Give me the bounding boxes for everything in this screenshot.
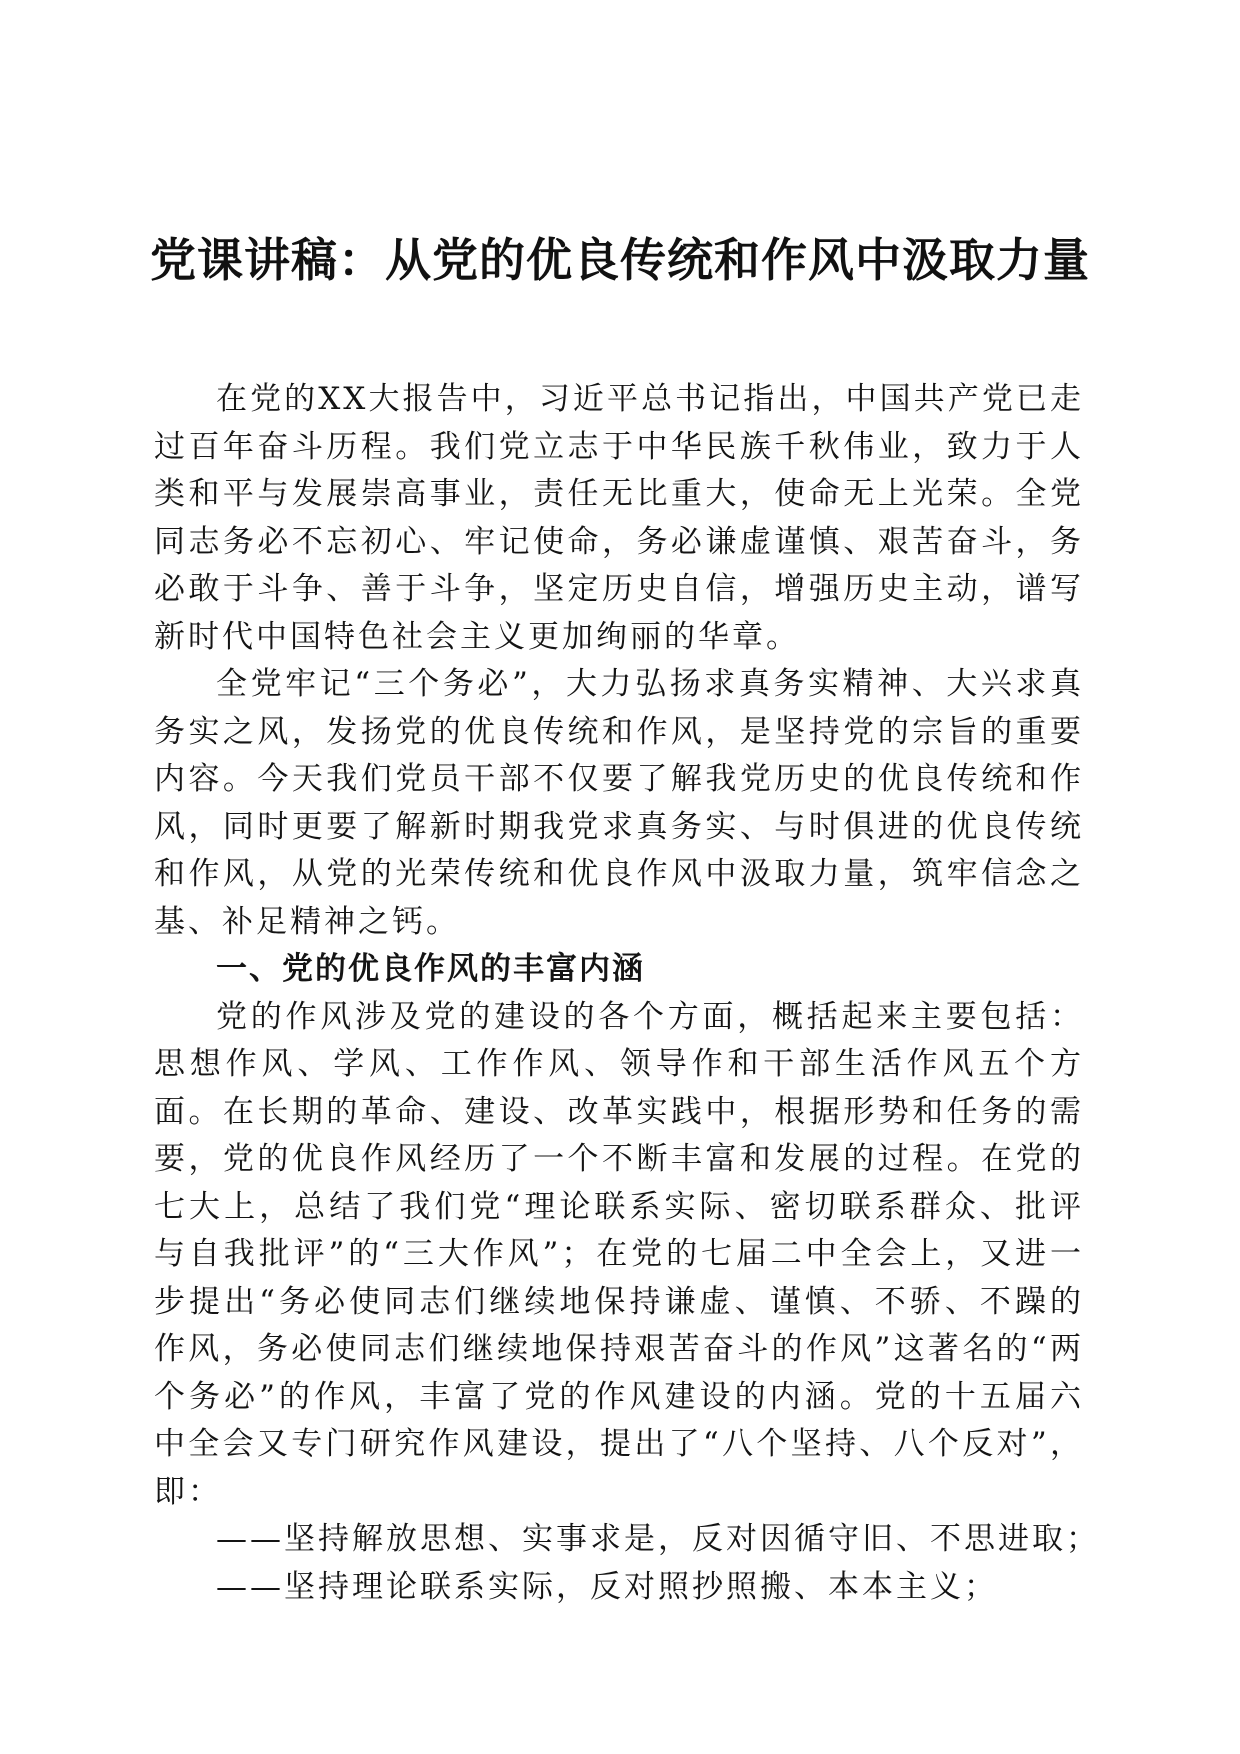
paragraph: 党的作风涉及党的建设的各个方面，概括起来主要包括：思想作风、学风、工作作风、领导作和干部生活作风五个方面。在长期的革命、建设、改革实践中，根据形势和任务的需要，党的优良作风经历了一个不断丰富和发展的过程。在党的七大上，总结了我们党“理论联系实际、密切联系群众、批评与自我批评”的“三大作风”；在党的七届二中全会上，又进一步提出“务必使同志们继续地保持谦虚、谨慎、不骄、不躁的作风，务必使同志们继续地保持艰苦奋斗的作风”这著名的“两个务必”的作风，丰富了党的作风建设的内涵。党的十五届六中全会又专门研究作风建设，提出了“八个坚持、八个反对”，即： (154, 998, 1084, 1510)
paragraph: 在党的XX大报告中，习近平总书记指出，中国共产党已走过百年奋斗历程。我们党立志于中华民族千秋伟业，致力于人类和平与发展崇高事业，责任无比重大，使命无上光荣。全党同志务必不忘初心、牢记使命，务必谦虚谨慎、艰苦奋斗，务必敢于斗争、善于斗争，坚定历史自信，增强历史主动，谱写新时代中国特色社会主义更加绚丽的华章。 (154, 381, 1084, 655)
list-item: ——坚持理论联系实际，反对照抄照搬、本本主义； (216, 1568, 998, 1605)
paragraph: 全党牢记“三个务必”，大力弘扬求真务实精神、大兴求真务实之风，发扬党的优良传统和作风，是坚持党的宗旨的重要内容。今天我们党员干部不仅要了解我党历史的优良传统和作风，同时更要了解新时期我党求真务实、与时俱进的优良传统和作风，从党的光荣传统和优良作风中汲取力量，筑牢信念之基、补足精神之钙。 (154, 666, 1084, 940)
document-body (154, 376, 1100, 1611)
document-title: 党课讲稿：从党的优良传统和作风中汲取力量 (150, 233, 1090, 287)
list-item: ——坚持解放思想、实事求是，反对因循守旧、不思进取； (216, 1521, 1100, 1557)
section-heading: 一、党的优良作风的丰富内涵 (216, 951, 645, 987)
